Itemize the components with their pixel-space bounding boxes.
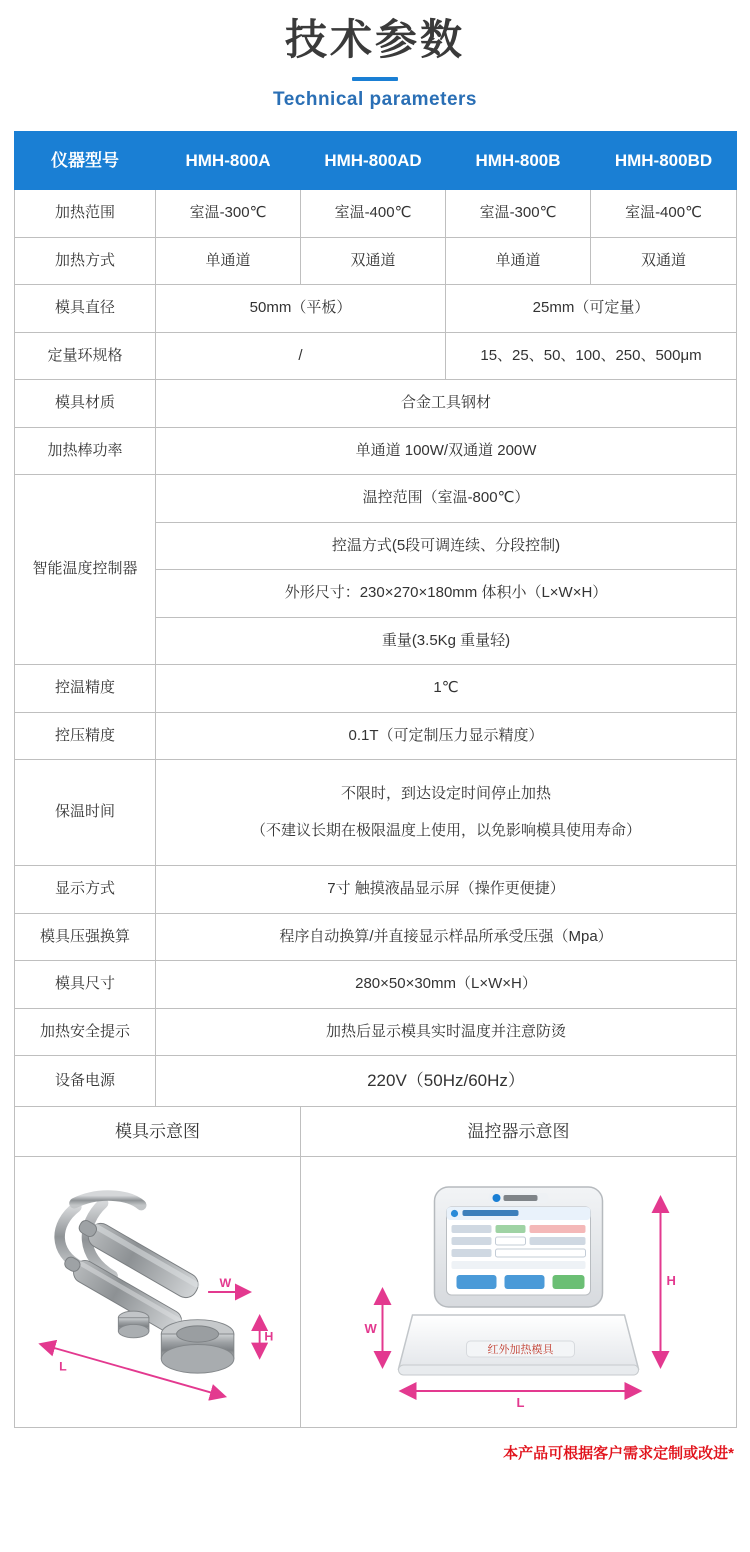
diagram-caption-mold: 模具示意图 [15,1106,301,1157]
controller-dim-w-label: W [364,1321,377,1336]
footer-note: 本产品可根据客户需求定制或改进* [503,1445,734,1462]
row-label: 模具材质 [15,380,156,428]
diagram-controller-cell [301,1157,737,1428]
cell-value: 控温方式(5段可调连续、分段控制) [156,522,737,570]
cell-value: 程序自动换算/并直接显示样品所承受压强（Mpa） [156,913,737,961]
table-row [15,1008,737,1056]
cell-value: （不建议长期在极限温度上使用，以免影响模具使用寿命） [250,821,641,839]
cell-value: 温控范围（室温-800℃） [156,475,737,523]
row-label: 加热方式 [15,237,156,285]
column-header-hmh800b: HMH-800B [446,131,591,190]
row-label: 模具尺寸 [15,961,156,1009]
table-row [15,913,737,961]
mold-illustration [21,1169,294,1415]
cell-value: 单通道 100W/双通道 200W [156,427,737,475]
table-row-diagram-captions [15,1106,737,1157]
row-label: 加热棒功率 [15,427,156,475]
cell-value: 双通道 [591,237,737,285]
cell-value-group [156,760,737,866]
cell-value: 15、25、50、100、250、500μm [446,332,737,380]
mold-diagram [21,1169,294,1415]
row-label: 定量环规格 [15,332,156,380]
column-header-hmh800ad: HMH-800AD [301,131,446,190]
table-row [15,1056,737,1107]
cell-value: 单通道 [446,237,591,285]
mold-dim-w-label: W [219,1276,232,1291]
table-body [15,190,737,1428]
mold-dim-l-label: L [59,1359,67,1374]
cell-value: 加热后显示模具实时温度并注意防烫 [156,1008,737,1056]
cell-value: 双通道 [301,237,446,285]
cell-value: 室温-300℃ [446,190,591,238]
cell-value: 外形尺寸：230×270×180mm 体积小（L×W×H） [156,570,737,618]
column-header-hmh800bd: HMH-800BD [591,131,737,190]
row-label: 模具直径 [15,285,156,333]
table-row [15,237,737,285]
table-head [15,131,737,190]
cell-value: / [156,332,446,380]
cell-value: 合金工具钢材 [156,380,737,428]
table-header-row [15,131,737,190]
cell-value: 220V（50Hz/60Hz） [156,1056,737,1107]
table-row [15,475,737,523]
row-label: 显示方式 [15,866,156,914]
cell-value: 7寸 触摸液晶显示屏（操作更便捷） [156,866,737,914]
table-row [15,332,737,380]
cell-value: 0.1T（可定制压力显示精度） [156,712,737,760]
page-header [0,0,750,131]
table-row-diagrams [15,1157,737,1428]
cell-value: 室温-400℃ [301,190,446,238]
cell-value: 1℃ [156,665,737,713]
cell-value: 室温-400℃ [591,190,737,238]
cell-value: 25mm（可定量） [446,285,737,333]
spec-table [14,131,737,1429]
row-label: 保温时间 [15,760,156,866]
table-row [15,665,737,713]
row-label: 设备电源 [15,1056,156,1107]
mold-dim-h-label: H [264,1329,274,1344]
row-label: 加热安全提示 [15,1008,156,1056]
diagram-mold-cell [15,1157,301,1428]
table-row [15,380,737,428]
controller-diagram [307,1169,730,1415]
diagram-caption-controller: 温控器示意图 [301,1106,737,1157]
row-label: 加热范围 [15,190,156,238]
row-label: 控温精度 [15,665,156,713]
row-label: 模具压强换算 [15,913,156,961]
spec-table-wrapper [0,131,750,1429]
cell-value: 单通道 [156,237,301,285]
column-header-hmh800a: HMH-800A [156,131,301,190]
column-header-model: 仪器型号 [15,131,156,190]
controller-dim-l-label: L [516,1395,525,1410]
table-row [15,190,737,238]
cell-value: 重量(3.5Kg 重量轻) [156,617,737,665]
table-row [15,961,737,1009]
page-subtitle: Technical parameters [273,88,477,110]
table-row [15,712,737,760]
row-label: 智能温度控制器 [15,475,156,665]
table-row [15,427,737,475]
cell-value: 室温-300℃ [156,190,301,238]
table-row [15,760,737,866]
cell-value: 不限时，到达设定时间停止加热 [340,785,551,802]
cell-value: 280×50×30mm（L×W×H） [156,961,737,1009]
cell-value: 50mm（平板） [156,285,446,333]
table-row [15,285,737,333]
controller-base-label: 红外加热模具 [487,1344,554,1356]
controller-illustration [307,1169,730,1415]
page-title: 技术参数 [284,16,465,63]
table-row [15,866,737,914]
controller-dim-h-label: H [666,1273,676,1288]
title-divider [352,77,398,81]
row-label: 控压精度 [15,712,156,760]
